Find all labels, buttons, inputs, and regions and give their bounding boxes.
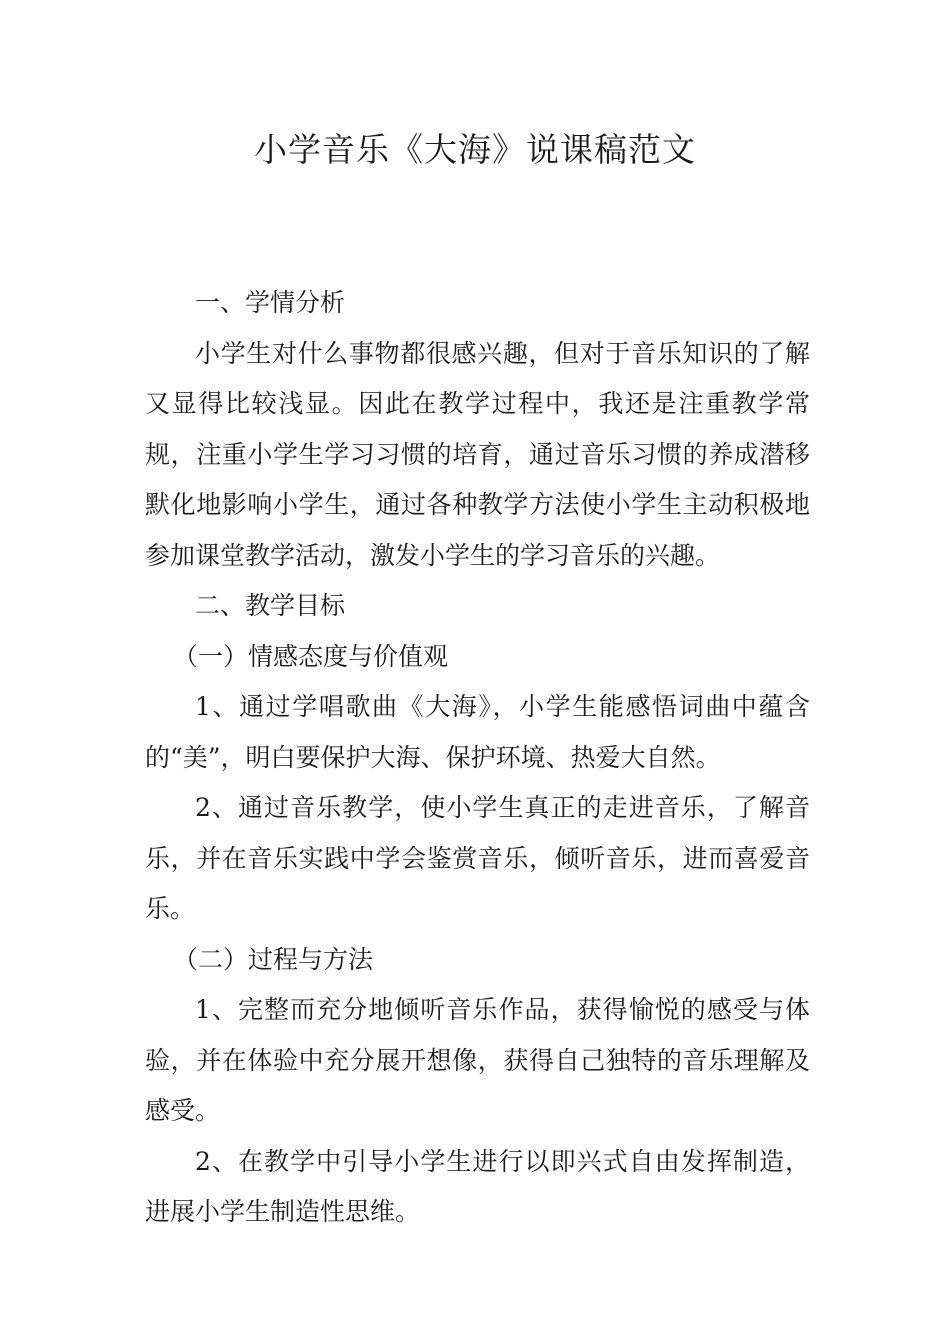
subsection-heading-emotion-values: （一）情感态度与价值观 [173, 641, 449, 671]
paragraph-learner-analysis: 小学生对什么事物都很感兴趣，但对于音乐知识的了解又显得比较浅显。因此在教学过程中，我还是注重教学常规，注重小学生学习习惯的培育，通过音乐习惯的养成潜移默化地影响小学生，通过各种教学方法使小学生主动积极地参加课堂教学活动，激发小学生的学习音乐的兴趣。 [145, 338, 810, 570]
section-heading-learner-analysis: 一、学情分析 [195, 288, 346, 317]
paragraph-method-2: 2、在教学中引导小学生进行以即兴式自由发挥制造，进展小学生制造性思维。 [145, 1146, 810, 1226]
document-title: 小学音乐《大海》说课稿范文 [254, 130, 696, 169]
subsection-heading-process-methods: （二）过程与方法 [173, 944, 374, 974]
paragraph-goal-1: 1、通过学唱歌曲《大海》，小学生能感悟词曲中蕴含的“美”，明白要保护大海、保护环境、热爱大自然。 [145, 692, 810, 772]
document-body [145, 278, 810, 1238]
section-heading-teaching-goals: 二、教学目标 [195, 591, 346, 620]
paragraph-method-1: 1、完整而充分地倾听音乐作品，获得愉悦的感受与体验，并在体验中充分展开想像，获得自己独特的音乐理解及感受。 [145, 995, 810, 1125]
paragraph-goal-2: 2、通过音乐教学，使小学生真正的走进音乐，了解音乐，并在音乐实践中学会鉴赏音乐，倾听音乐，进而喜爱音乐。 [145, 793, 810, 923]
